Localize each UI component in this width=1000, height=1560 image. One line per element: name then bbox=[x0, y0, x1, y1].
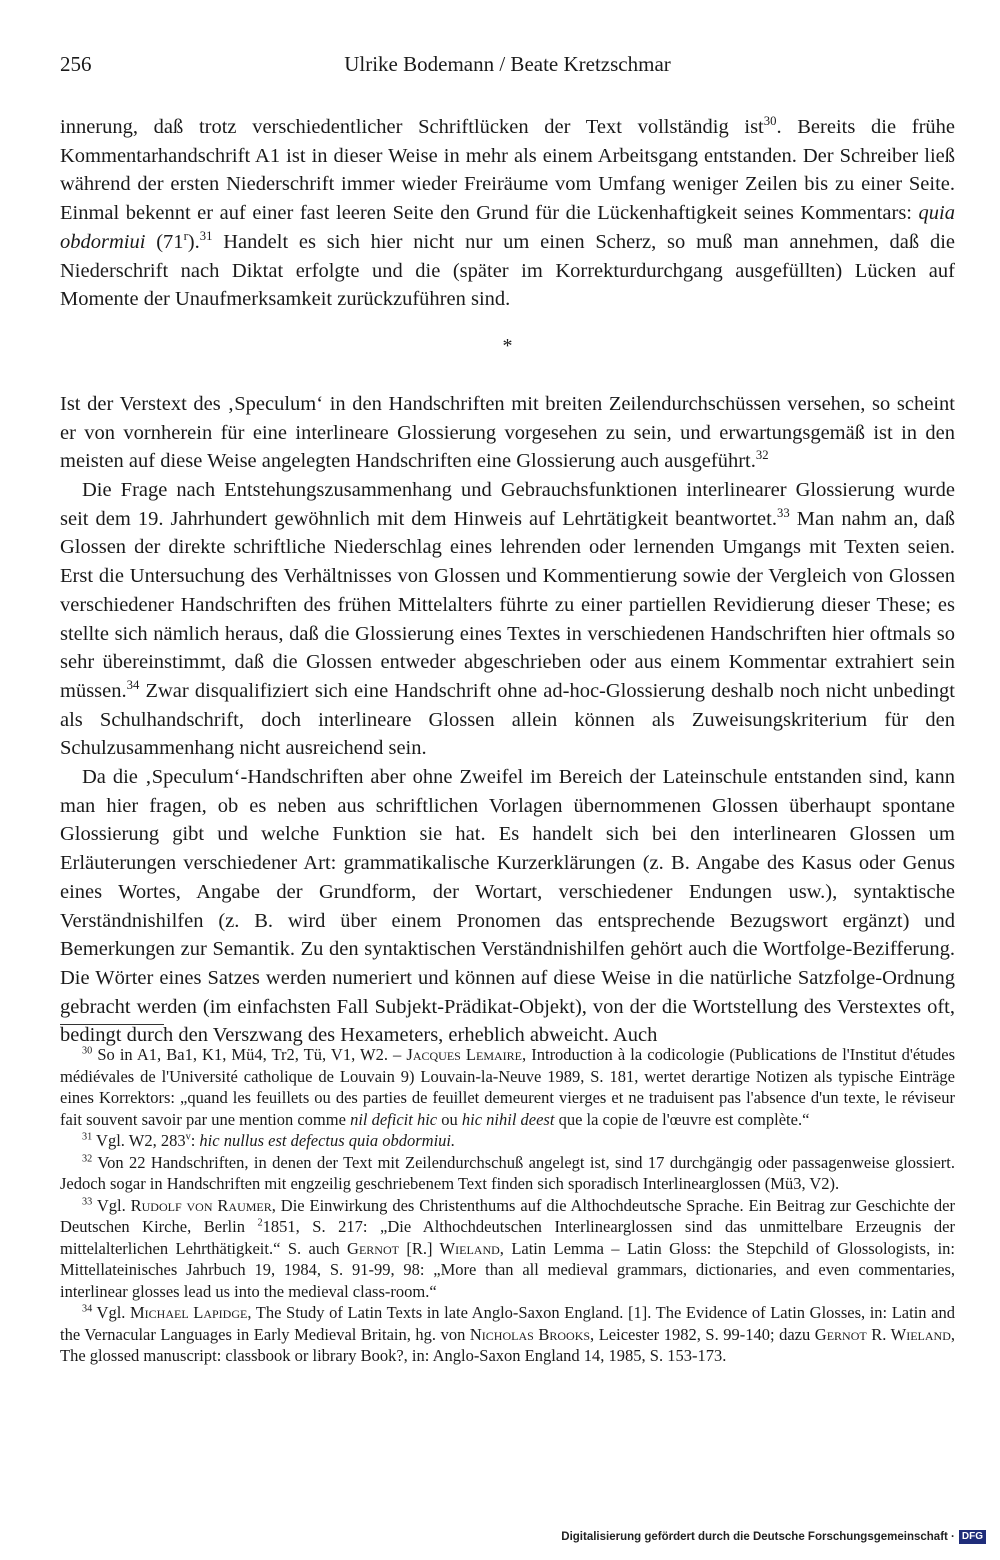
footnote-number: 34 bbox=[82, 1303, 93, 1315]
folio-verso-mark: v bbox=[185, 1131, 191, 1143]
text-run: innerung, daß trotz verschiedentlicher Schriftlücken der Text vollständig ist bbox=[60, 116, 764, 138]
footnote-33 bbox=[60, 1195, 955, 1303]
text-run: (71 bbox=[145, 230, 184, 253]
edition-mark: 2 bbox=[257, 1217, 263, 1229]
text-run: Man nahm an, daß Glossen der direkte schriftliche Niederschlag eines lehrenden oder lernenden Umgangs mit Texten seien. Erst die Untersuchung des Verhältnisses von Glossen und Kommentierung sowie der Vergleich von Glossen verschiedener Handschriften des frühen Mittelalters führte zu einer partiellen Revidierung dieser These; es stellte sich nämlich heraus, daß die Glossierung eines Textes in verschiedenen Handschriften hier oftmals so sehr übereinstimmt, daß die Glossen entweder abgeschrieben oder aus einem Kommentar extrahiert sein müssen. bbox=[60, 507, 955, 702]
paragraph bbox=[60, 113, 955, 314]
text-run: Die Frage nach Entstehungszusammenhang und Gebrauchsfunktionen interlinearer Glossierung wurde seit dem 19. Jahrhundert gewöhnlich mit dem Hinweis auf Lehrtätigkeit beantwortet. bbox=[60, 479, 955, 530]
running-head: Ulrike Bodemann / Beate Kretzschmar bbox=[344, 52, 671, 76]
paragraph bbox=[60, 763, 955, 1050]
author-name: Gernot [R.] Wieland bbox=[347, 1238, 500, 1258]
text-run: , The Study of Latin Texts in late Anglo-Saxon England. [1]. The Evidence of Latin Glosses, in: Latin and the Vernacular Languages in Early Medieval Britain, hg. von bbox=[60, 1303, 955, 1344]
footnote-number: 33 bbox=[82, 1196, 93, 1207]
text-run: ou bbox=[437, 1109, 462, 1129]
footnote-ref[interactable]: 30 bbox=[763, 114, 777, 129]
section-separator: * bbox=[502, 334, 513, 357]
text-run: Ist der Verstext des ‚Speculum‘ in den Handschriften mit breiten Zeilendurchschüssen versehen, so scheint er von vornherein für eine interlineare Glossierung vorgesehen zu sein, und erwartungsgemäß ist in den meisten auf diese Weise angelegten Handschriften eine Glossierung auch ausgeführt. bbox=[60, 392, 955, 473]
paragraph bbox=[60, 390, 955, 476]
footnote-ref[interactable]: 33 bbox=[776, 505, 790, 520]
digitization-credit bbox=[561, 1530, 986, 1544]
author-name: Rudolf von Raumer bbox=[130, 1195, 272, 1215]
author-name: Gernot R. Wieland bbox=[814, 1324, 951, 1344]
text-run: : bbox=[190, 1131, 200, 1150]
text-run: Vgl. bbox=[92, 1303, 130, 1322]
paragraph bbox=[60, 476, 955, 763]
text-run: , Latin Lemma – Latin Gloss: the Stepchild of Glossologists, in: Mittellateinisches Jahrbuch 19, 1984, S. 91-99, 98: „More than all medieval grammars, dictionaries, and even commentaries, interlinear glosses lead us into the medieval class-room.“ bbox=[60, 1238, 955, 1301]
digitization-note: Digitalisierung gefördert durch die Deutsche Forschungsgemeinschaft · bbox=[561, 1531, 955, 1544]
footnote-31 bbox=[60, 1130, 955, 1152]
editor-name: Nicholas Brooks bbox=[469, 1324, 591, 1344]
text-run: , Introduction à la codicologie (Publications de l'Institut d'études médiévales de l'Université catholique de Louvain 9) Louvain-la-Neuve 1989, S. 181, wertet derartige Notizen als typische Einträge eines Korrektors: „quand les feuillets ou des parties de feuillet demeurent vierges et ne traduisent pas l'absence d'un texte, le réviseur fait souvent savoir par une mention comme bbox=[60, 1045, 955, 1129]
dfg-logo: DFG bbox=[959, 1530, 986, 1544]
footnote-number: 32 bbox=[82, 1153, 93, 1164]
folio-recto-mark: r bbox=[183, 228, 188, 243]
text-run: Vgl. W2, 283 bbox=[92, 1131, 186, 1150]
page-header bbox=[60, 52, 955, 86]
text-run: ). bbox=[187, 230, 200, 253]
text-run: Da die ‚Speculum‘-Handschriften aber ohne Zweifel im Bereich der Lateinschule entstanden sind, kann man hier fragen, ob es neben aus schriftlichen Vorlagen übernommenen Glossen überhaupt spontane Glossierung gibt und welche Funktion sie hat. Es handelt sich bei den interlinearen Glossen um Erläuterungen verschiedener Art: grammatikalische Kurzerklärungen (z. B. Angabe des Kasus oder Genus eines Wortes, Angabe der Grundform, der Wortart, verschiedener Endungen usw.), syntaktische Verständnishilfen (z. B. wird über einem Pronomen das entsprechende Bezugswort ergänzt) und Bemerkungen zur Semantik. Zu den syntaktischen Verständnishilfen gehört auch die Wortfolge-Bezifferung. Die Wörter eines Satzes werden numeriert und können auf diese Weise in die natürliche Satzfolge-Ordnung gebracht werden (im einfachsten Fall Subjekt-Prädikat-Objekt), von der die Wortstellung des Verstextes oft, bedingt durch den Verszwang des Hexameters, erheblich abweicht. Auch bbox=[60, 766, 955, 1047]
text-run: . Bereits die frühe Kommentarhandschrift A1 ist in dieser Weise in mehr als einem Arbeitsgang entstanden. Der Schreiber ließ während der ersten Niederschrift immer wieder Freiräume vom Umfang weniger Zeilen bis zu einer Seite. Einmal bekennt er auf einer fast leeren Seite den Grund für die Lückenhaftigkeit seines Kommentars: bbox=[60, 116, 955, 225]
footnote-34 bbox=[60, 1302, 955, 1367]
footnote-ref[interactable]: 32 bbox=[755, 448, 769, 463]
footnote-ref[interactable]: 34 bbox=[126, 678, 140, 693]
text-run: , Leicester 1982, S. 99-140; dazu bbox=[590, 1324, 815, 1344]
footnote-number: 30 bbox=[82, 1045, 93, 1057]
text-run: que la copie de l'œuvre est complète.“ bbox=[554, 1109, 810, 1129]
footnote-rule bbox=[60, 1024, 164, 1025]
footnote-number: 31 bbox=[82, 1131, 93, 1143]
footnotes bbox=[60, 1044, 955, 1367]
text-run: , Die Einwirkung des Christenthums auf die Althochdeutsche Sprache. Ein Beitrag zur Geschichte der Deutschen Kirche, Berlin bbox=[60, 1195, 955, 1236]
text-run: Zwar disqualifiziert sich eine Handschrift ohne ad-hoc-Glossierung deshalb noch nicht unbedingt als Schulhandschrift, doch interlineare Glossen allein können als Zuweisungskriterium für den Schulzusammenhang nicht ausreichend sein. bbox=[60, 679, 955, 760]
footnote-30 bbox=[60, 1044, 955, 1130]
footnote-ref[interactable]: 31 bbox=[199, 228, 213, 243]
text-run: Handelt es sich hier nicht nur um einen Scherz, so muß man annehmen, daß die Niederschrift nach Diktat erfolgte und die (später im Korrekturdurchgang ausgefüllten) Lücken auf Momente der Unaufmerksamkeit zurückzuführen sind. bbox=[60, 230, 955, 311]
text-run: So in A1, Ba1, K1, Mü4, Tr2, Tü, V1, W2. – bbox=[92, 1045, 407, 1064]
body-text bbox=[60, 113, 955, 1050]
text-run: Vgl. bbox=[92, 1195, 131, 1215]
author-name: Jacques Lemaire bbox=[406, 1045, 523, 1064]
latin-quote: nil deficit hic bbox=[350, 1109, 438, 1129]
latin-quote: hic nihil deest bbox=[461, 1109, 555, 1129]
text-run: 1851, S. 217: „Die Althochdeutschen Interlinearglossen sind das unmittelbare Erzeugnis der mittelalterlichen Lehrthätigkeit.“ S. auch bbox=[60, 1217, 955, 1258]
page-number: 256 bbox=[60, 52, 92, 76]
footnote-32 bbox=[60, 1152, 955, 1195]
latin-quote: quia obdormiui bbox=[60, 202, 955, 253]
text-run: , The glossed manuscript: classbook or library Book?, in: Anglo-Saxon England 14, 1985, S. 153-173. bbox=[60, 1324, 955, 1365]
text-run: Von 22 Handschriften, in denen der Text mit Zeilendurchschuß angelegt ist, sind 17 durchgängig oder passagenweise glossiert. Jedoch sogar in Handschriften mit engzeilig geschriebenem Text finden sich sporadisch Interlinearglossen (Mü3, V2). bbox=[60, 1152, 955, 1193]
latin-quote: hic nullus est defectus quia obdormiui. bbox=[199, 1131, 456, 1150]
author-name: Michael Lapidge bbox=[130, 1303, 248, 1322]
